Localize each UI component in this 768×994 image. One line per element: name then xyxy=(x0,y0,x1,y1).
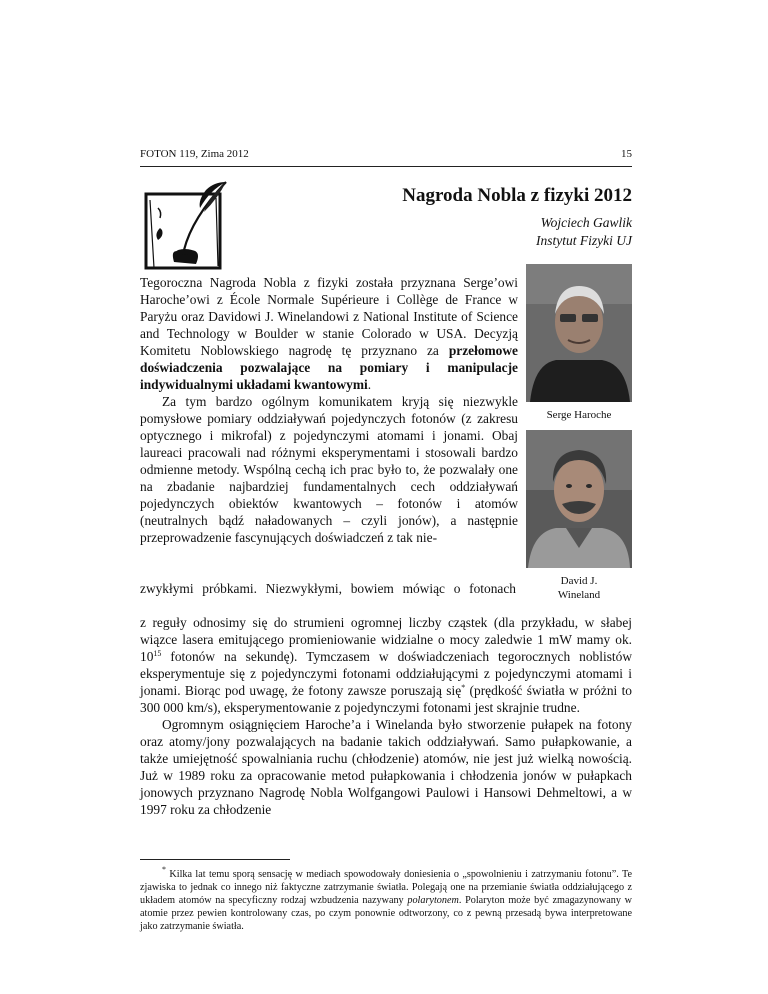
paragraph-2-mid: zwykłymi próbkami. Niezwykłymi, bowiem mówiąc o fotonach xyxy=(140,581,516,596)
footnote-ref: * xyxy=(461,683,466,692)
photo-caption-haroche: Serge Haroche xyxy=(546,409,612,421)
paragraph-2-continued xyxy=(140,614,632,716)
page-number: 15 xyxy=(621,148,632,160)
paragraph-1 xyxy=(140,274,518,393)
paragraph-2-text-c: (prędkość światła w próżni to 300 000 km/s), eksperymentowanie z pojedynczymi fotonami jest skrajnie trudne. xyxy=(140,683,633,715)
exponent: 15 xyxy=(153,649,162,658)
photo-david-wineland xyxy=(526,430,632,568)
paragraph-1-end: . xyxy=(367,377,372,392)
body-wide-column xyxy=(140,614,632,818)
author-name: Wojciech Gawlik xyxy=(540,215,632,230)
article-title: Nagroda Nobla z fizyki 2012 xyxy=(402,185,632,206)
paragraph-1-text: Tegoroczna Nagroda Nobla z fizyki została przyznana Serge’owi Haroche’owi z École Normale Supérieure i Collège de France w Paryżu oraz Davidowi J. Winelandowi z National Institute of Science and Technology w Boulder w stanie Colorado w USA. Decyzją Komitetu Noblowskiego nagrodę tę przyznano za xyxy=(140,275,518,358)
journal-initial: F xyxy=(140,148,147,160)
paragraph-3: Ogromnym osiągnięciem Haroche’a i Winelanda było stworzenie pułapek na fotony oraz atomy/jony pozwalających na badanie takich oddziaływań. Samo pułapkowanie, a także umiejętność spowalniania ruchu (chłodzenie) atomów, nie jest już wielką nowością. Już w 1989 roku za opracowanie metod pułapkowania i chłodzenia jonów w pułapkach jonowych przyznano Nagrodę Nobla Wolfgangowi Paulowi i Hansowi Dehmeltowi, a w 1997 roku za chłodzenie xyxy=(140,717,632,817)
footnote-mark: * xyxy=(162,865,166,874)
running-header xyxy=(140,148,632,167)
quill-inkwell-icon xyxy=(140,178,234,276)
author-affiliation: Instytut Fizyki UJ xyxy=(536,233,632,248)
footnote-text xyxy=(140,865,632,933)
paragraph-2-start: Za tym bardzo ogólnym komunikatem kryją się niezwykle pomysłowe pomiary oddziaływań pojedynczych fotonów (z zakresu optycznego i mikrofal) z pojedynczymi atomami i jonami. Obaj laureaci pracowali nad różnymi eksperymentami i stosowali bardzo odmienne metody. Wspólną cechą ich prac było to, że pozwalały one na zbadanie najbardziej fundamentalnych cech oddziaływań pojedynczych obiektów kwantowych – fotonów i atomów (neutralnych bądź naładowanych – czyli jonów), a następnie przeprowadzenie fascynujących doświadczeń z tak nie- xyxy=(140,394,518,545)
photo-serge-haroche xyxy=(526,264,632,402)
caption-line: David J. xyxy=(560,575,598,587)
footnote xyxy=(140,865,632,933)
prize-motivation: przełomowe doświadczenia pozwalające na pomiary i manipulacje indywidualnymi układami kwantowymi xyxy=(140,343,518,392)
footnote-term: polarytonem xyxy=(407,895,459,906)
paragraph-2-text-a: z reguły odnosimy się do strumieni ogromnej liczby cząstek (dla przykładu, w słabej wiązce lasera emitującego promieniowanie widzialne o mocy zaledwie 1 mW mamy ok. 10 xyxy=(140,615,632,664)
paragraph-2-text-b: fotonów na sekundę). Tymczasem w doświadczeniach tegorocznych noblistów eksperymentuje się z pojedynczymi fotonami oddziałującymi z pojedynczymi atomami i jonami. Biorąc pod uwagę, że fotony zawsze poruszają się xyxy=(140,649,632,698)
quill-inkwell-logo xyxy=(140,178,234,276)
issue-label: 119, Zima 2012 xyxy=(176,148,249,160)
footnote-text-a: Kilka lat temu sporą sensację w mediach spowodowały doniesienia o „spowolnieniu i zatrzymaniu fotonu”. Te zjawiska to jednak co innego niż faktyczne zatrzymanie światła. Polegają one na przemianie światła oddziałującego z układem atomów na specyficzny rodzaj wzbudzenia nazywany xyxy=(140,869,632,906)
journal-name-rest: OTON xyxy=(146,148,177,160)
caption-line: Wineland xyxy=(557,589,601,601)
body-narrow-column xyxy=(140,274,518,546)
footnote-text-b: . Polaryton może być zmagazynowany w atomie przez pewien kontrolowany czas, po czym ponownie odtworzony, co z pewną przesadą bywa interpretowane jako zatrzymanie światła. xyxy=(140,895,632,932)
photo-caption-wineland xyxy=(526,574,632,602)
footnote-rule xyxy=(140,859,290,860)
journal-issue xyxy=(140,148,249,160)
body-mid-line xyxy=(140,580,516,597)
